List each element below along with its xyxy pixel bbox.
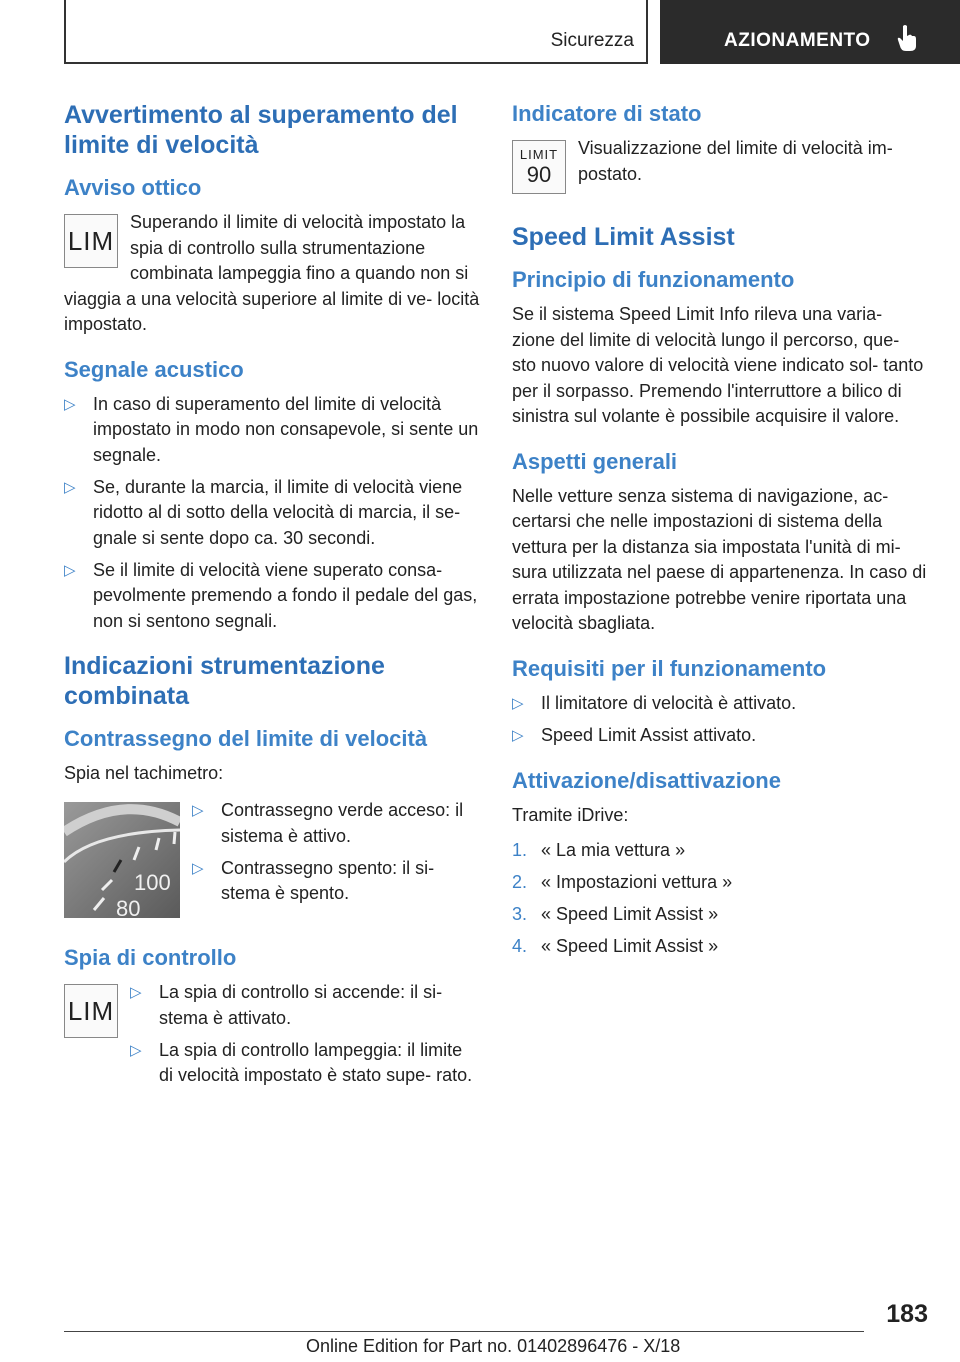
visual-warning-text: Superando il limite di velocità impostato la spia di controllo sulla strumentazione combinata lampeggia fino a quando non si viaggia a una velocità superiore al limite di ve- locità impostato. <box>64 212 480 334</box>
list-item: 2. « Impostazioni vettura » <box>512 872 733 892</box>
header-chapter-tab <box>660 0 960 64</box>
principle-text: Se il sistema Speed Limit Info rileva una varia- zione del limite di velocità lungo il percorso, que- sto nuovo valore di velocità viene indicato sol- tanto per il sorpasso. Premendo l'interruttore a bilico di sinistra sul volante è possibile acquisire il valore. <box>512 304 924 426</box>
mark-intro: Spia nel tachimetro: <box>64 762 224 783</box>
status-block <box>512 136 928 200</box>
speed-mark-block <box>64 798 480 924</box>
header-chapter-label: AZIONAMENTO <box>724 30 871 51</box>
acoustic-list <box>64 392 480 635</box>
heading-activation: Attivazione/disattivazione <box>512 767 781 793</box>
list-item: ▷ Speed Limit Assist attivato. <box>512 724 757 745</box>
heading-visual-warning: Avviso ottico <box>64 175 202 200</box>
limit-sign-icon: LIMIT 90 <box>512 140 566 194</box>
gauge-label-80: 80 <box>116 896 141 918</box>
heading-acoustic-signal: Segnale acustico <box>64 356 244 382</box>
footer-divider <box>64 1331 864 1332</box>
list-item: ▷ Se, durante la marcia, il limite di velocità viene ridotto al di sotto della velocità di marcia, il se- gnale si sente dopo ca. 30 secondi. <box>64 476 463 548</box>
list-item: 3. « Speed Limit Assist » <box>512 904 719 924</box>
page-number: 183 <box>886 1300 928 1328</box>
right-column <box>512 100 928 966</box>
list-item: ▷ Contrassegno spento: il si- stema è spento. <box>192 857 435 903</box>
requirements-list <box>512 691 928 749</box>
heading-instrument-display: Indicazioni strumentazione combinata <box>64 651 385 710</box>
list-item: ▷ La spia di controllo lampeggia: il limite di velocità impostato è stato supe- rato. <box>130 1039 473 1085</box>
list-item: ▷ Contrassegno verde acceso: il sistema è attivo. <box>192 800 464 846</box>
heading-speed-mark: Contrassegno del limite di velocità <box>64 725 428 751</box>
list-item: ▷ Il limitatore di velocità è attivato. <box>512 692 797 713</box>
activation-steps <box>512 838 928 960</box>
heading-warning-lamp: Spia di controllo <box>64 945 237 970</box>
lim-indicator-icon: LIM <box>64 214 118 268</box>
pointing-hand-icon <box>896 24 918 52</box>
speed-mark-list <box>192 798 480 913</box>
footer-edition: Online Edition for Part no. 01402896476 - X/18 <box>306 1336 681 1356</box>
header-section-tab <box>64 0 648 64</box>
header-section-label: Sicurezza <box>550 30 634 51</box>
list-item: 1. « La mia vettura » <box>512 840 686 860</box>
list-item: 4. « Speed Limit Assist » <box>512 936 719 956</box>
speedometer-image <box>64 802 180 918</box>
activation-intro: Tramite iDrive: <box>512 804 629 825</box>
lim-indicator-icon: LIM <box>64 984 118 1038</box>
general-text: Nelle vetture senza sistema di navigazione, ac- certarsi che nelle impostazioni di sistema della vettura per la distanza sia impostata l'unità di mi- sura utilizzata nel paese di appartenenza. In caso di errata impostazione potrebbe venire riportata una velocità sbagliata. <box>512 485 927 633</box>
warning-lamp-block <box>64 980 480 1095</box>
list-item: ▷ Se il limite di velocità viene superato consa- pevolmente premendo a fondo il pedale del gas, non si sentono segnali. <box>64 559 478 631</box>
heading-requirements: Requisiti per il funzionamento <box>512 655 827 681</box>
heading-speed-limit-assist: Speed Limit Assist <box>512 223 735 251</box>
warning-lamp-list <box>130 980 480 1095</box>
heading-speed-warning: Avvertimento al superamento del limite di velocità <box>64 101 458 159</box>
left-column <box>64 100 480 1095</box>
list-item: ▷ La spia di controllo si accende: il si- stema è attivato. <box>130 982 443 1028</box>
heading-principle: Principio di funzionamento <box>512 267 795 292</box>
list-item: ▷ In caso di superamento del limite di velocità impostato in modo non consapevole, si sente un segnale. <box>64 393 479 465</box>
heading-general: Aspetti generali <box>512 448 678 474</box>
heading-status-indicator: Indicatore di stato <box>512 101 702 126</box>
status-text: Visualizzazione del limite di velocità im- postato. <box>578 138 893 184</box>
visual-warning-block <box>64 210 480 338</box>
gauge-label-100: 100 <box>134 870 171 895</box>
